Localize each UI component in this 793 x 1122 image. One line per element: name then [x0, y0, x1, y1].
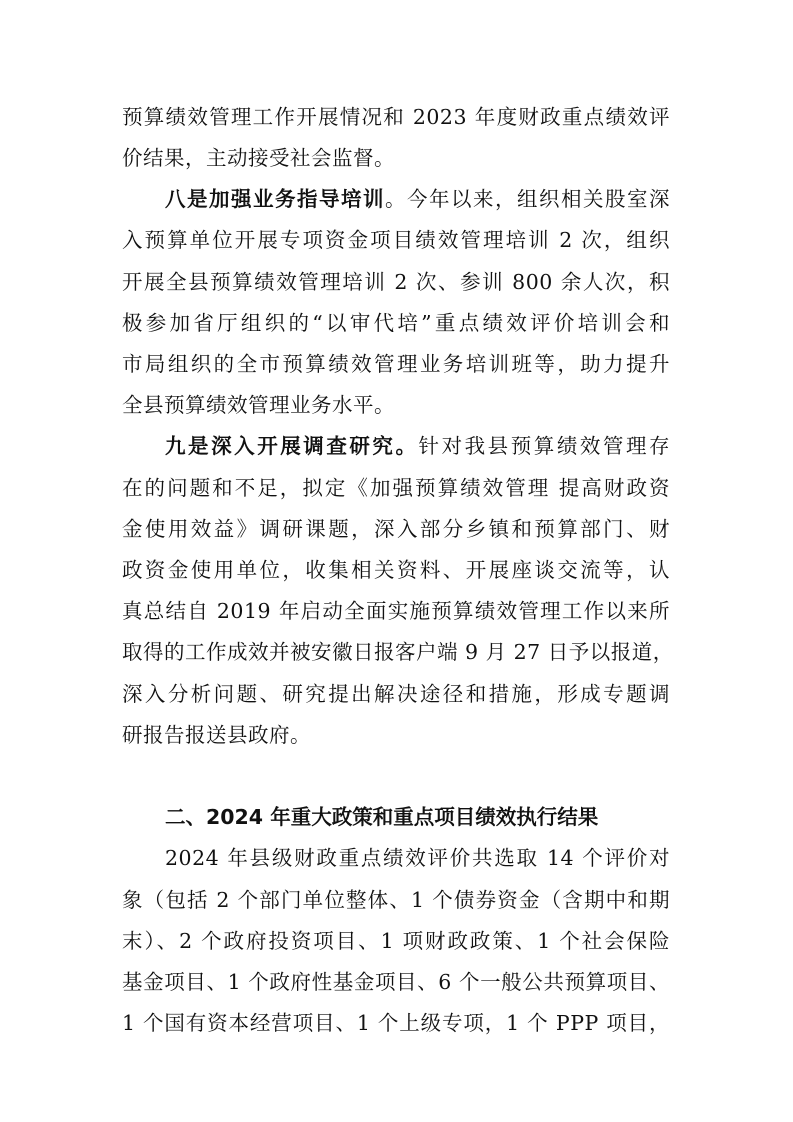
item8-text: 。今年以来，组织相关股室深 — [385, 187, 670, 211]
paragraph-line: 象（包括 2 个部门单位整体、1 个债券资金（含期中和期 — [122, 888, 670, 912]
paragraph-line: 市局组织的全市预算绩效管理业务培训班等，助力提升 — [122, 352, 670, 376]
paragraph-line: 在的问题和不足，拟定《加强预算绩效管理 提高财政资 — [122, 476, 670, 500]
paragraph-line: 价结果，主动接受社会监督。 — [122, 146, 395, 170]
paragraph-line: 金使用效益》调研课题，深入部分乡镇和预算部门、财 — [122, 517, 670, 541]
paragraph-line: 2024 年县级财政重点绩效评价共选取 14 个评价对 — [165, 846, 670, 870]
paragraph-line: 政资金使用单位，收集相关资料、开展座谈交流等，认 — [122, 558, 670, 582]
paragraph-line: 深入分析问题、研究提出解决途径和措施，形成专题调 — [122, 682, 670, 706]
paragraph-line: 全县预算绩效管理业务水平。 — [122, 393, 395, 417]
paragraph-line: 开展全县预算绩效管理培训 2 次、参训 800 余人次，积 — [122, 270, 670, 294]
paragraph-line: 预算绩效管理工作开展情况和 2023 年度财政重点绩效评 — [122, 105, 670, 129]
paragraph-line: 极参加省厅组织的“以审代培”重点绩效评价培训会和 — [122, 311, 670, 335]
paragraph-line: 真总结自 2019 年启动全面实施预算绩效管理工作以来所 — [122, 599, 670, 623]
paragraph-line: 基金项目、1 个政府性基金项目、6 个一般公共预算项目、 — [122, 970, 670, 994]
item9-text: 针对我县预算绩效管理存 — [418, 434, 671, 458]
paragraph-line: 取得的工作成效并被安徽日报客户端 9 月 27 日予以报道， — [122, 640, 674, 664]
section-heading: 二、2024 年重大政策和重点项目绩效执行结果 — [165, 805, 599, 829]
item9-title: 九是深入开展调查研究。 — [165, 434, 419, 458]
paragraph-line — [165, 185, 670, 213]
paragraph-line — [165, 432, 670, 460]
item8-title: 八是加强业务指导培训 — [165, 187, 385, 211]
paragraph-line: 研报告报送县政府。 — [122, 723, 311, 747]
paragraph-line: 末）、2 个政府投资项目、1 项财政政策、1 个社会保险 — [122, 929, 670, 953]
paragraph-line: 1 个国有资本经营项目、1 个上级专项，1 个 PPP 项目， — [122, 1011, 670, 1035]
paragraph-line: 入预算单位开展专项资金项目绩效管理培训 2 次，组织 — [122, 228, 670, 252]
